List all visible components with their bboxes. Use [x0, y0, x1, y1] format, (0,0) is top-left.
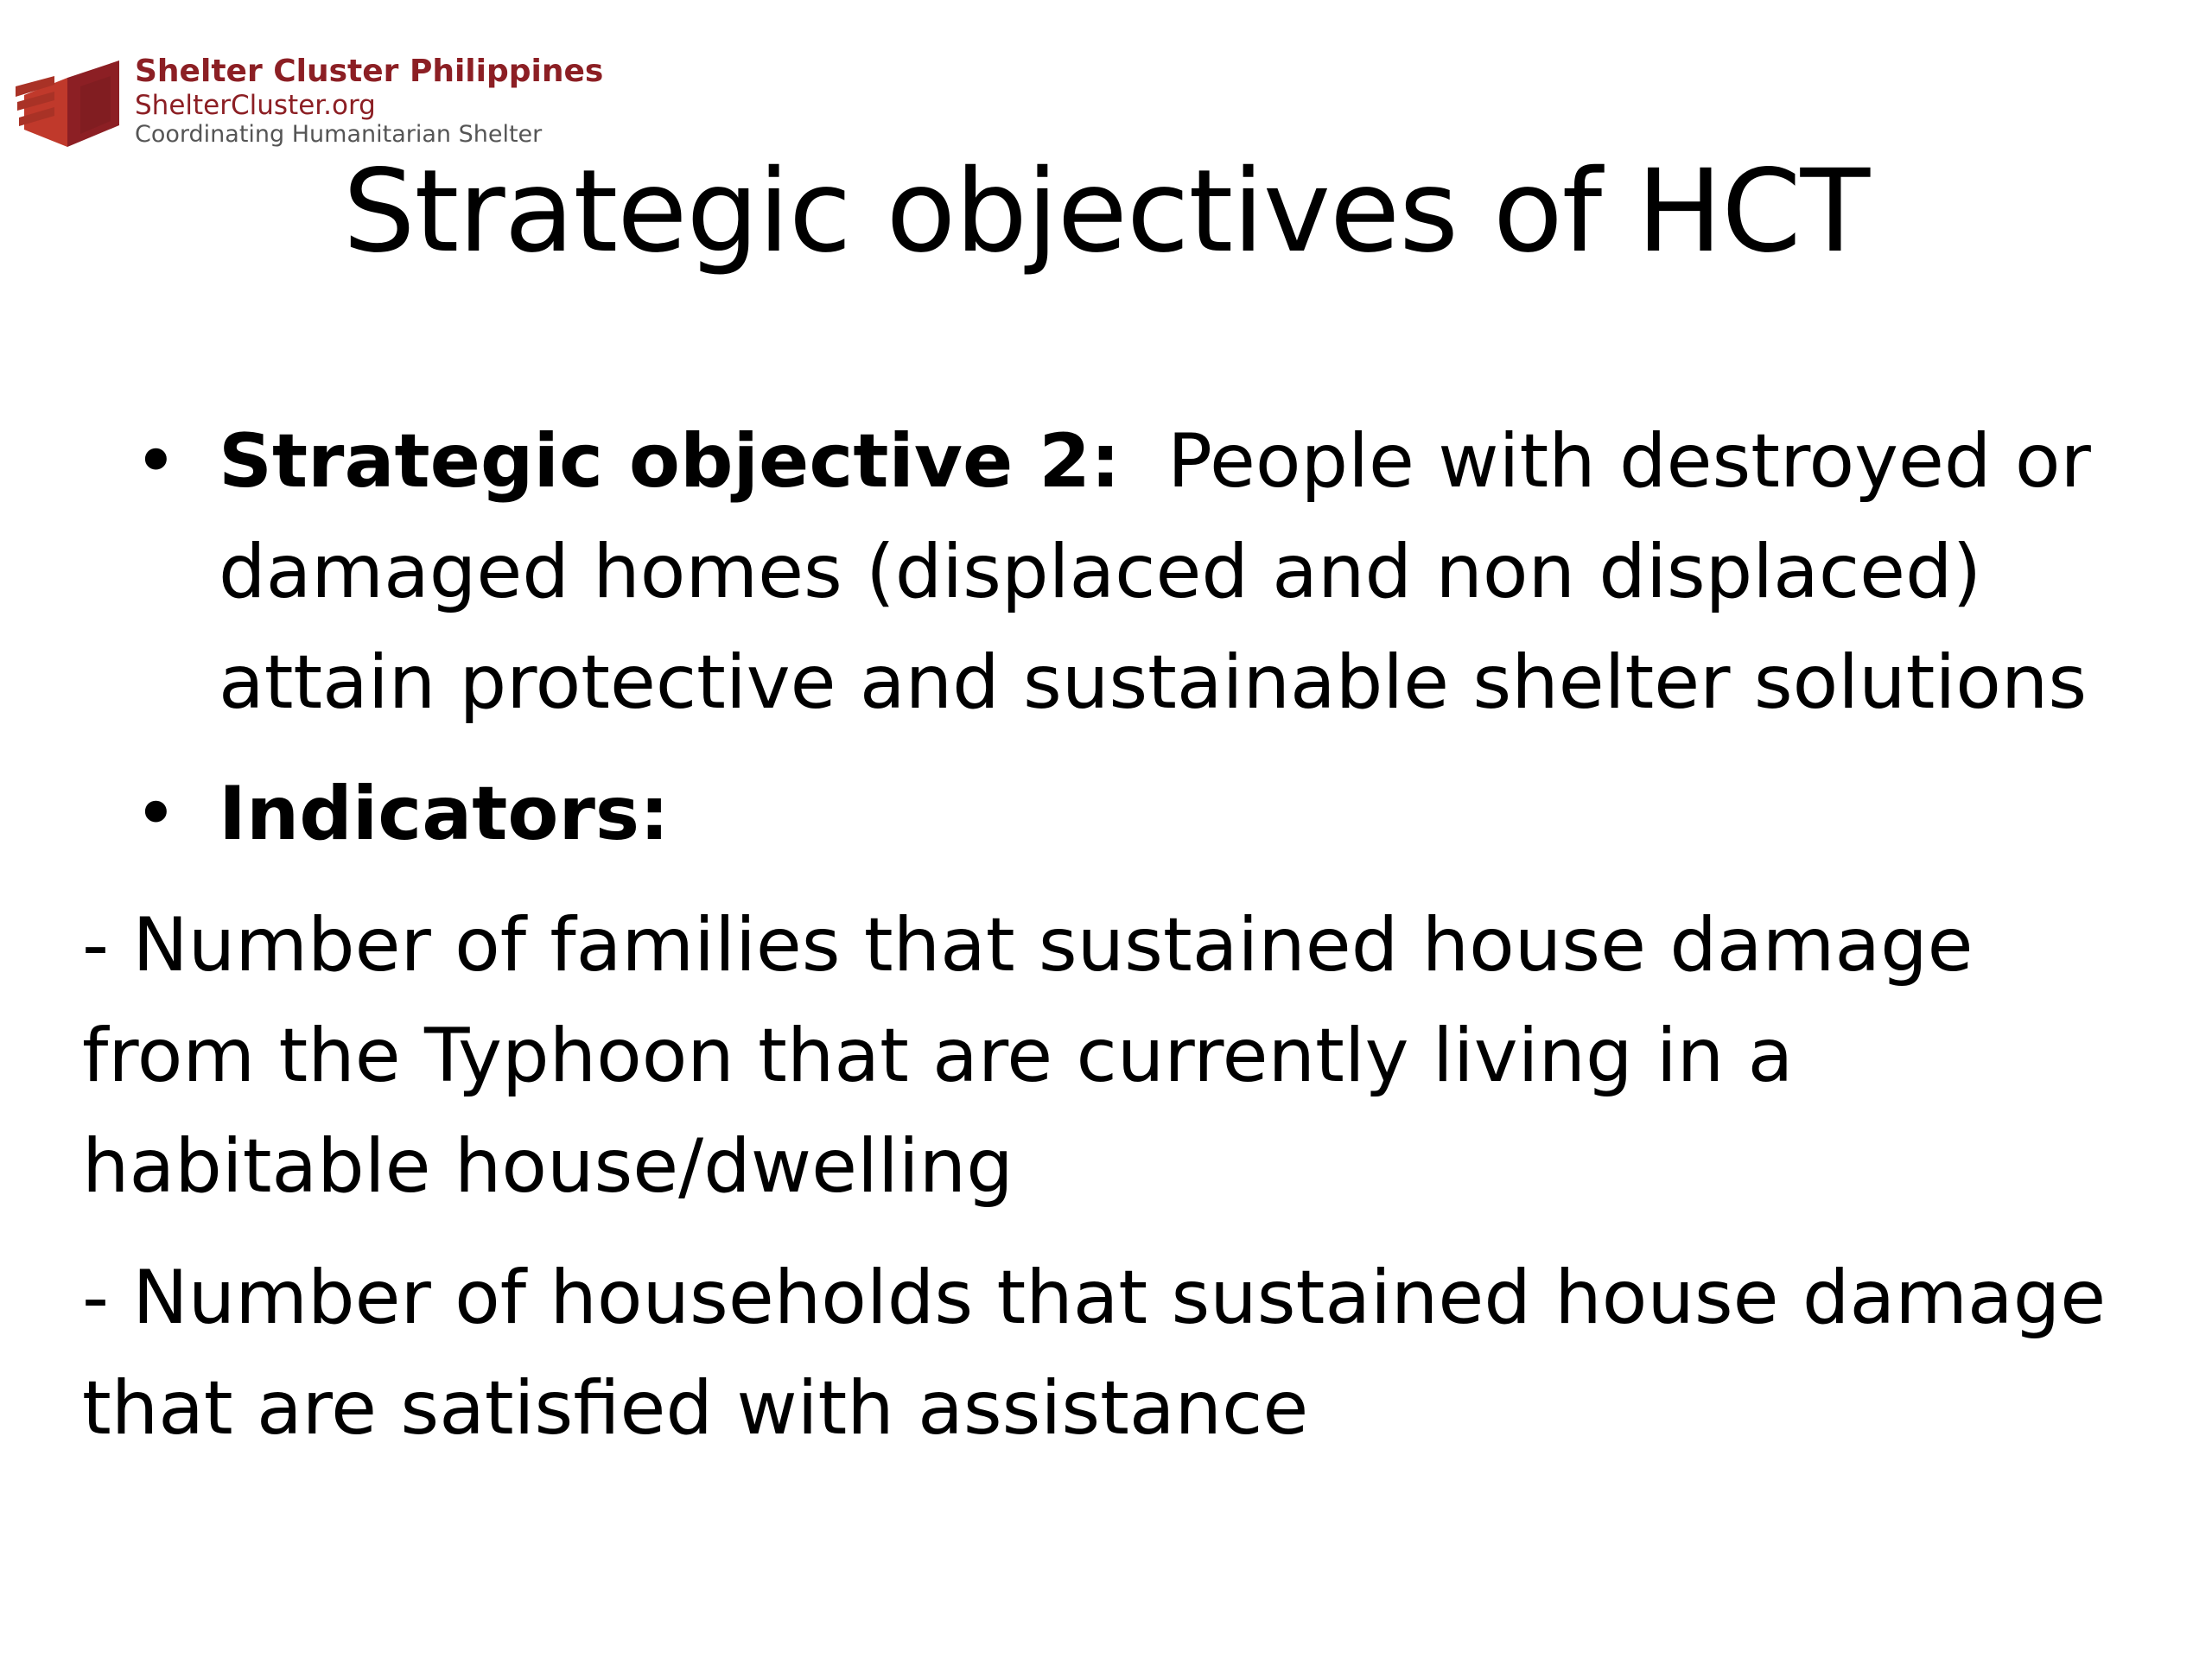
- bullet-marker: •: [134, 418, 178, 505]
- indicators-label: Indicators:: [219, 771, 670, 857]
- logo-url: ShelterCluster.org: [135, 90, 376, 121]
- objective-text: People with destroyed or damaged homes (displaced and non displaced) attain protective and sustainable shelter solutions: [219, 418, 2091, 726]
- logo-text: [135, 54, 619, 149]
- shelter-cluster-logo: [16, 54, 603, 157]
- logo-name: Shelter Cluster Philippines: [135, 54, 604, 89]
- indicator-item: - Number of families that sustained house damage from the Typhoon that are currently living in a habitable house/dwelling: [82, 902, 1974, 1210]
- indicator-item: - Number of households that sustained house damage that are satisfied with assistance: [82, 1255, 2107, 1452]
- bullet-marker: •: [134, 771, 178, 857]
- objective-label: Strategic objective 2:: [219, 418, 1121, 505]
- slide-content: [82, 406, 2121, 1464]
- bullet-indicators: [134, 759, 2121, 869]
- hand-shelter-logo-icon: [16, 60, 128, 156]
- slide-title: Strategic objectives of HCT: [342, 145, 1870, 278]
- logo-tagline: Coordinating Humanitarian Shelter: [135, 121, 543, 148]
- bullet-strategic-objective: [134, 406, 2121, 738]
